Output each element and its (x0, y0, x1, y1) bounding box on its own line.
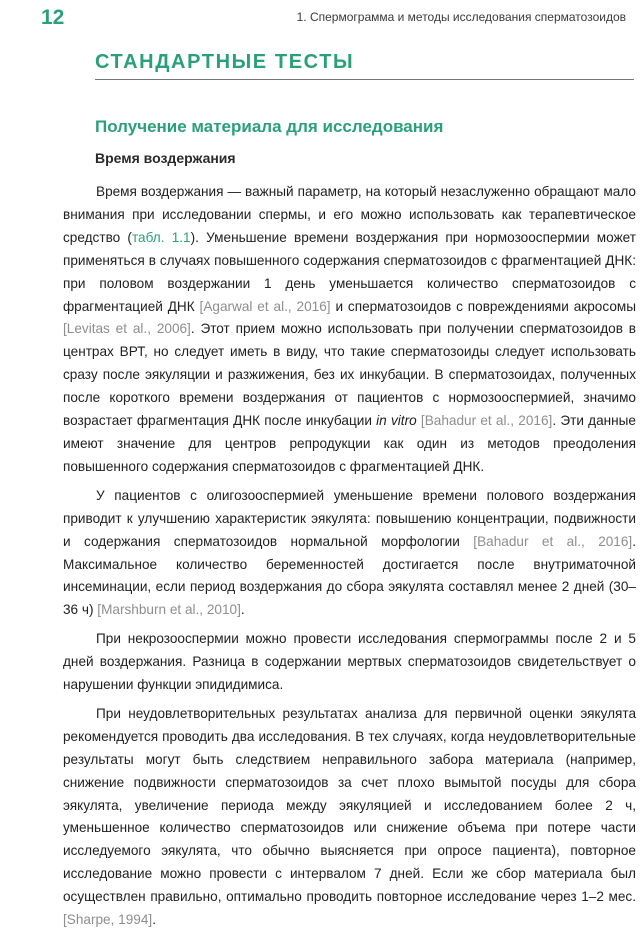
subsubsection-title: Время воздержания (95, 150, 236, 166)
paragraph (63, 628, 636, 697)
paragraph (63, 485, 636, 622)
subsection-title: Получение материала для исследования (95, 117, 444, 136)
citation: [Sharpe, 1994] (63, 912, 153, 928)
paragraph (63, 703, 636, 932)
citation: [Agarwal et al., 2016] (199, 298, 331, 314)
running-header: 1. Спермограмма и методы исследования сперматозоидов (296, 10, 626, 24)
text-run: . (240, 602, 245, 618)
text-run: Время воздержания — важный параметр, на который незаслуженно обращают мало внимания при исследовании спермы, и его можно использовать как терапевтическое средство ( (63, 184, 636, 245)
text-run: При неудовлетворительных результатах анализа для первичной оценки эякулята рекомендуется проводить два исследования. В тех случаях, когда неудовлетворительные результаты могут быть следствием неправильного забора материала (например, снижение подвижности сперматозоидов за счет плохо вымытой посуды для сбора эякулята, увеличение периода между эякуляцией и исследованием более 2 ч, уменьшенное количество сперматозоидов или снижение объема при потере части исследуемого эякулята, что обычно выясняется при опросе пациента), повторное исследование можно провести с интервалом 7 дней. Если же сбор материала был осуществлен правильно, оптимально проводить повторное исследование через 1–2 мес. (63, 705, 636, 905)
text-run: У пациентов с олигозооспермией уменьшение времени полового воздержания приводит к улучшению характеристик эякулята: повышению концентрации, подвижности и содержания сперматозоидов нормальной морфологии (63, 487, 636, 549)
text-run: . Этот прием можно использовать при получении сперматозоидов в центрах ВРТ, но следует иметь в виду, что такие сперматозоиды следует использовать сразу после эякуляции и разжижения, без их инкубации. В сперматозоидах, полученных после короткого времени воздержания от пациентов с нормозооспермией, значимо возрастает фрагментация ДНК после инкубации (63, 321, 636, 429)
body-text (63, 181, 636, 938)
paragraph (63, 181, 636, 479)
text-run: . Максимальное количество беременностей достигается после внутриматочной инсеминации, если период воздержания до сбора эякулята составлял менее 2 дней (30–36 ч) (63, 533, 636, 618)
text-run: . (152, 912, 156, 928)
table-reference-link[interactable]: табл. 1.1 (131, 229, 191, 245)
section-rule (95, 79, 634, 80)
italic-term: in vitro (376, 413, 417, 429)
text-run: При некрозооспермии можно провести исследования спермограммы после 2 и 5 дней воздержания. Разница в содержании мертвых сперматозоидов свидетельствует о нарушении функции эпидидимиса. (63, 631, 636, 693)
page-number: 12 (41, 6, 65, 29)
section-title: СТАНДАРТНЫЕ ТЕСТЫ (95, 51, 355, 73)
text-run: . Эти данные имеют значение для центров репродукции как один из методов преодоления повышенного содержания сперматозоидов с фрагментацией ДНК. (63, 413, 636, 474)
text-run: ). Уменьшение времени воздержания при нормозооспермии может применяться в случаях повышенного содержания сперматозоидов с фрагментацией ДНК: при половом воздержании 1 день уменьшается количество сперматозоидов с фрагментацией ДНК (63, 229, 636, 314)
citation: [Bahadur et al., 2016] (473, 533, 633, 549)
citation: [Marshburn et al., 2010] (97, 602, 241, 618)
text-run: и сперматозоидов с повреждениями акросомы (330, 298, 636, 314)
citation: [Levitas et al., 2006] (63, 321, 191, 337)
citation: [Bahadur et al., 2016] (420, 413, 553, 429)
